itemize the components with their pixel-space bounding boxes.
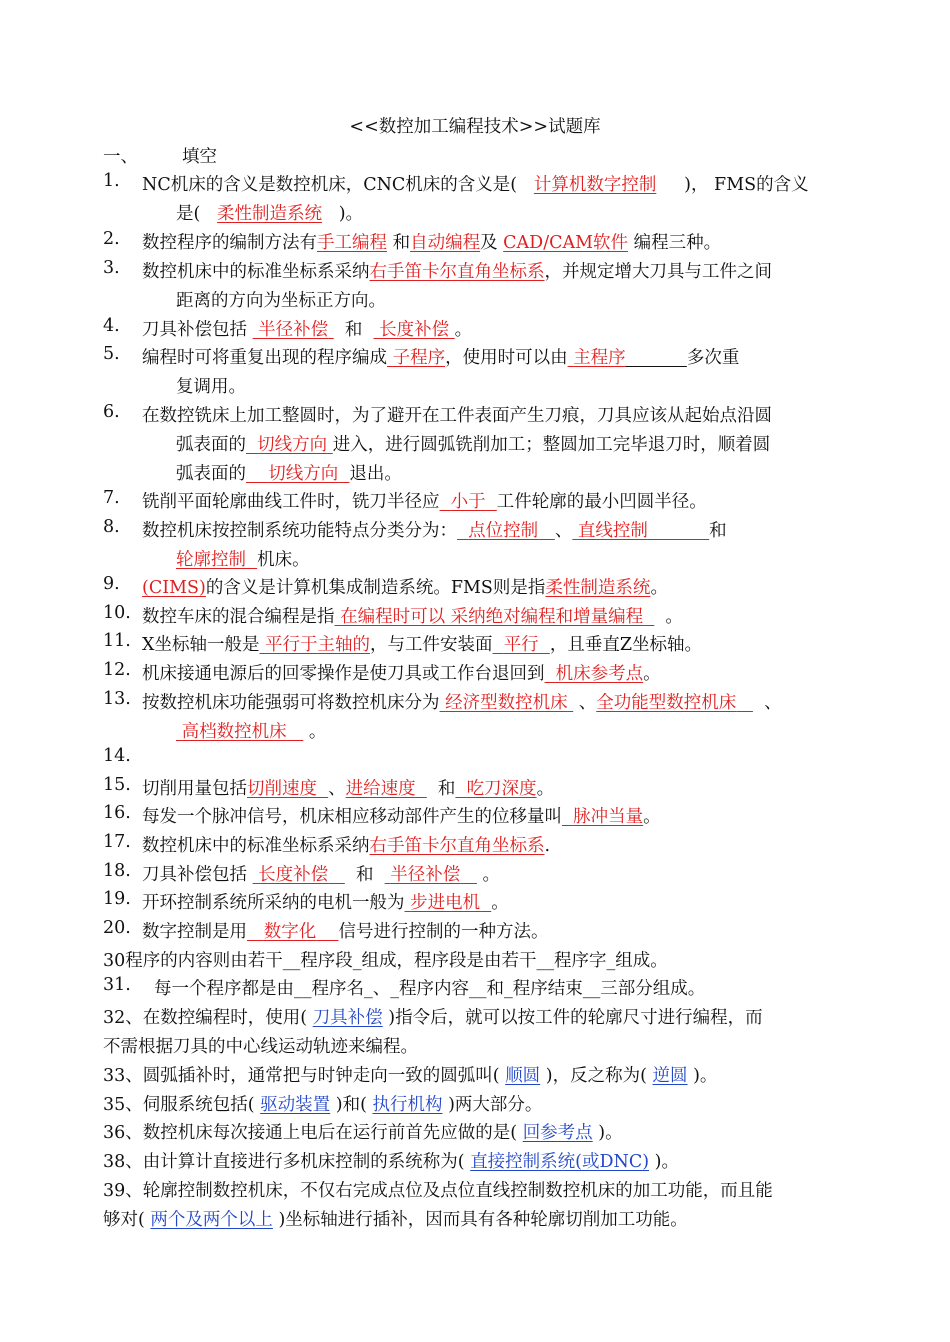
question-text: 开环控制系统所采纳的电机一般为 步进电机 。 [142,893,509,913]
question-text: 够对( 两个及两个以上 )坐标轴进行插补，因而具有各种轮廓切削加工功能。 [103,1210,688,1230]
question-text: 35、伺服系统包括( 驱动装置 )和( 执行机构 )两大部分。 [103,1095,543,1115]
question-text: 33、圆弧插补时，通常把与时钟走向一致的圆弧叫( 顺圆 )，反之称为( 逆圆 )。 [103,1066,718,1086]
question-text: NC机床的含义是数控机床，CNC机床的含义是( 计算机数字控制 )， FMS的含义 [142,175,809,195]
question-number: 17. [103,832,131,852]
answer-blank: 长度补偿 [258,865,329,885]
answer-blank: 执行机构 [372,1095,443,1115]
question-text: 刀具补偿包括 半径补偿 和 长度补偿 。 [142,320,473,340]
question-text: 数控机床中的标准坐标系采纳右手笛卡尔直角坐标系. [142,836,551,856]
answer-blank: 切线方向 [257,435,328,455]
question-text: 每发一个脉冲信号，机床相应移动部件产生的位移量叫 脉冲当量。 [142,807,661,827]
blank-line [626,348,687,368]
question-7 [0,488,950,517]
question-36 [0,1119,950,1148]
question-text: 弧表面的 切线方向 进入，进行圆弧铣削加工；整圆加工完毕退刀时，顺着圆 [176,435,771,455]
question-text: 在数控铣床上加工整圆时，为了避开在工件表面产生刀痕，刀具应该从起始点沿圆 [142,406,772,426]
question-number: 8. [103,517,120,537]
section-label: 填空 [182,147,217,167]
question-text: 数字控制是用 数字化 信号进行控制的一种方法。 [142,922,549,942]
answer-blank: 直接控制系统(或DNC) [470,1152,650,1172]
question-text: 数控机床按控制系统功能特点分类分为： 点位控制 、 直线控制 和 [142,521,727,541]
question-6-cont [0,431,950,460]
question-15 [0,775,950,804]
question-1 [0,171,950,200]
question-text: 36、数控机床每次接通上电后在运行前首先应做的是( 回参考点 )。 [103,1123,623,1143]
question-text: 30程序的内容则由若干__程序段_组成，程序段是由若干__程序字_组成。 [103,951,668,971]
question-6-cont2 [0,460,950,489]
question-number: 15. [103,775,131,795]
question-text: 弧表面的 切线方向 退出。 [176,464,402,484]
question-5-cont [0,373,950,402]
question-5 [0,344,950,373]
question-9 [0,574,950,603]
answer-blank: (CIMS) [142,578,206,598]
answer-blank: 点位控制 [468,521,539,541]
answer-blank: 进给速度 [345,779,416,799]
question-17 [0,832,950,861]
question-number: 7. [103,488,120,508]
answer-blank: 平行于主轴的 [265,635,371,655]
question-number: 11. [103,631,131,651]
answer-blank: 驱动装置 [260,1095,331,1115]
question-10 [0,603,950,632]
question-text: (CIMS)的含义是计算机集成制造系统。FMS则是指柔性制造系统。 [142,578,668,598]
answer-blank: 右手笛卡尔直角坐标系 [369,836,545,856]
question-13-cont [0,718,950,747]
question-32-cont [0,1033,950,1062]
answer-blank: 机床参考点 [555,664,644,684]
answer-blank: 逆圆 [652,1066,688,1086]
question-20 [0,918,950,947]
question-30 [0,947,950,976]
question-text: 高档数控机床 。 [176,718,326,743]
question-text: 切削用量包括切削速度 、进给速度 和 吃刀深度。 [142,779,555,799]
question-6 [0,402,950,431]
answer-blank: 手工编程 [317,233,387,253]
question-text: 39、轮廓控制数控机床，不仅右完成点位及点位直线控制数控机床的加工功能，而且能 [103,1181,773,1201]
question-number: 31. [103,975,131,995]
question-number: 18. [103,861,131,881]
answer-blank: 子程序 [392,348,446,368]
question-33 [0,1062,950,1091]
answer-blank: 半径补偿 [390,865,461,885]
section-number: 一、 [103,147,138,167]
question-text: 32、在数控编程时，使用( 刀具补偿 )指令后，就可以按工件的轮廓尺寸进行编程，而 [103,1008,763,1028]
answer-blank: 高档数控机床 [181,722,287,742]
question-text: 复调用。 [176,377,246,397]
question-text: 数控程序的编制方法有手工编程 和自动编程及 CAD/CAM软件 编程三种。 [142,233,722,253]
question-4 [0,316,950,345]
question-11 [0,631,950,660]
answer-blank: 长度补偿 [379,320,450,340]
question-text: 38、由计算计直接进行多机床控制的系统称为( 直接控制系统(或DNC) )。 [103,1152,679,1172]
answer-blank: 平行 [503,635,539,655]
answer-blank: 刀具补偿 [312,1008,383,1028]
question-number: 19. [103,889,131,909]
question-number: 10. [103,603,131,623]
answer-blank: 半径补偿 [258,320,329,340]
question-text: 不需根据刀具的中心线运动轨迹来编程。 [103,1037,418,1057]
question-number: 12. [103,660,131,680]
question-text: 轮廓控制 机床。 [176,550,310,570]
question-12 [0,660,950,689]
question-14 [0,746,950,775]
question-text: 铣削平面轮廓曲线工件时，铣刀半径应 小于 工件轮廓的最小凹圆半径。 [142,492,707,512]
question-2 [0,229,950,258]
answer-blank: CAD/CAM软件 [503,233,629,253]
question-35 [0,1091,950,1120]
answer-blank: 步进电机 [410,893,481,913]
question-text: 是( 柔性制造系统 )。 [176,204,364,224]
question-text: 刀具补偿包括 长度补偿 和 半径补偿 。 [142,865,500,885]
question-19 [0,889,950,918]
question-number: 20. [103,918,131,938]
answer-blank: 全功能型数控机床 [596,693,737,713]
question-text: 按数控机床功能强弱可将数控机床分为 经济型数控机床 、全功能型数控机床 、 [142,693,782,713]
question-text: 数控机床中的标准坐标系采纳右手笛卡尔直角坐标系，并规定增大刀具与工件之间 [142,262,772,282]
question-text: 距离的方向为坐标正方向。 [176,291,386,311]
question-text: X坐标轴一般是 平行于主轴的，与工件安装面 平行 ，且垂直Z坐标轴。 [142,635,702,655]
question-text: 每一个程序都是由__程序名_、_程序内容__和_程序结束__三部分组成。 [154,979,706,999]
question-number: 2. [103,229,120,249]
answer-blank: 切削速度 [247,779,317,799]
answer-blank: 柔性制造系统 [217,204,323,224]
question-number: 13. [103,689,131,709]
answer-blank: 柔性制造系统 [545,578,651,598]
answer-blank: 计算机数字控制 [533,175,657,195]
answer-blank: 顺圆 [505,1066,541,1086]
question-number: 1. [103,171,120,191]
answer-blank: 数字化 [263,922,317,942]
question-number: 9. [103,574,120,594]
question-number: 3. [103,258,120,278]
question-38 [0,1148,950,1177]
question-number: 14. [103,746,131,766]
answer-blank: 两个及两个以上 [150,1210,273,1230]
question-3 [0,258,950,287]
question-39-cont [0,1206,950,1235]
question-text: 编程时可将重复出现的程序编成 子程序，使用时可以由 主程序 多次重 [142,348,740,368]
question-3-cont [0,287,950,316]
question-18 [0,861,950,890]
question-8 [0,517,950,546]
answer-blank: 脉冲当量 [573,807,644,827]
answer-blank: 自动编程 [410,233,481,253]
question-text: 机床接通电源后的回零操作是使刀具或工作台退回到 机床参考点。 [142,664,661,684]
question-13 [0,689,950,718]
answer-blank: 小于 [450,492,486,512]
question-number: 5. [103,344,120,364]
answer-blank: 切线方向 [268,464,339,484]
answer-blank: 在编程时可以 采纳绝对编程和增量编程 [340,607,644,627]
section-heading [103,143,217,168]
answer-blank: 直线控制 [577,521,648,541]
question-32 [0,1004,950,1033]
question-number: 6. [103,402,120,422]
answer-blank: 主程序 [573,348,626,368]
question-31 [0,975,950,1004]
question-number: 16. [103,803,131,823]
answer-blank: 回参考点 [522,1123,593,1143]
answer-blank: 吃刀深度 [466,779,537,799]
question-text: 数控车床的混合编程是指 在编程时可以 采纳绝对编程和增量编程 。 [142,607,683,627]
answer-blank: 右手笛卡尔直角坐标系 [369,262,545,282]
question-16 [0,803,950,832]
question-8-cont [0,546,950,575]
question-1-cont [0,200,950,229]
question-number: 4. [103,316,120,336]
page-title: <<数控加工编程技术>>试题库 [349,117,601,137]
answer-blank: 经济型数控机床 [445,693,568,713]
question-39 [0,1177,950,1206]
answer-blank: 轮廓控制 [176,550,246,570]
